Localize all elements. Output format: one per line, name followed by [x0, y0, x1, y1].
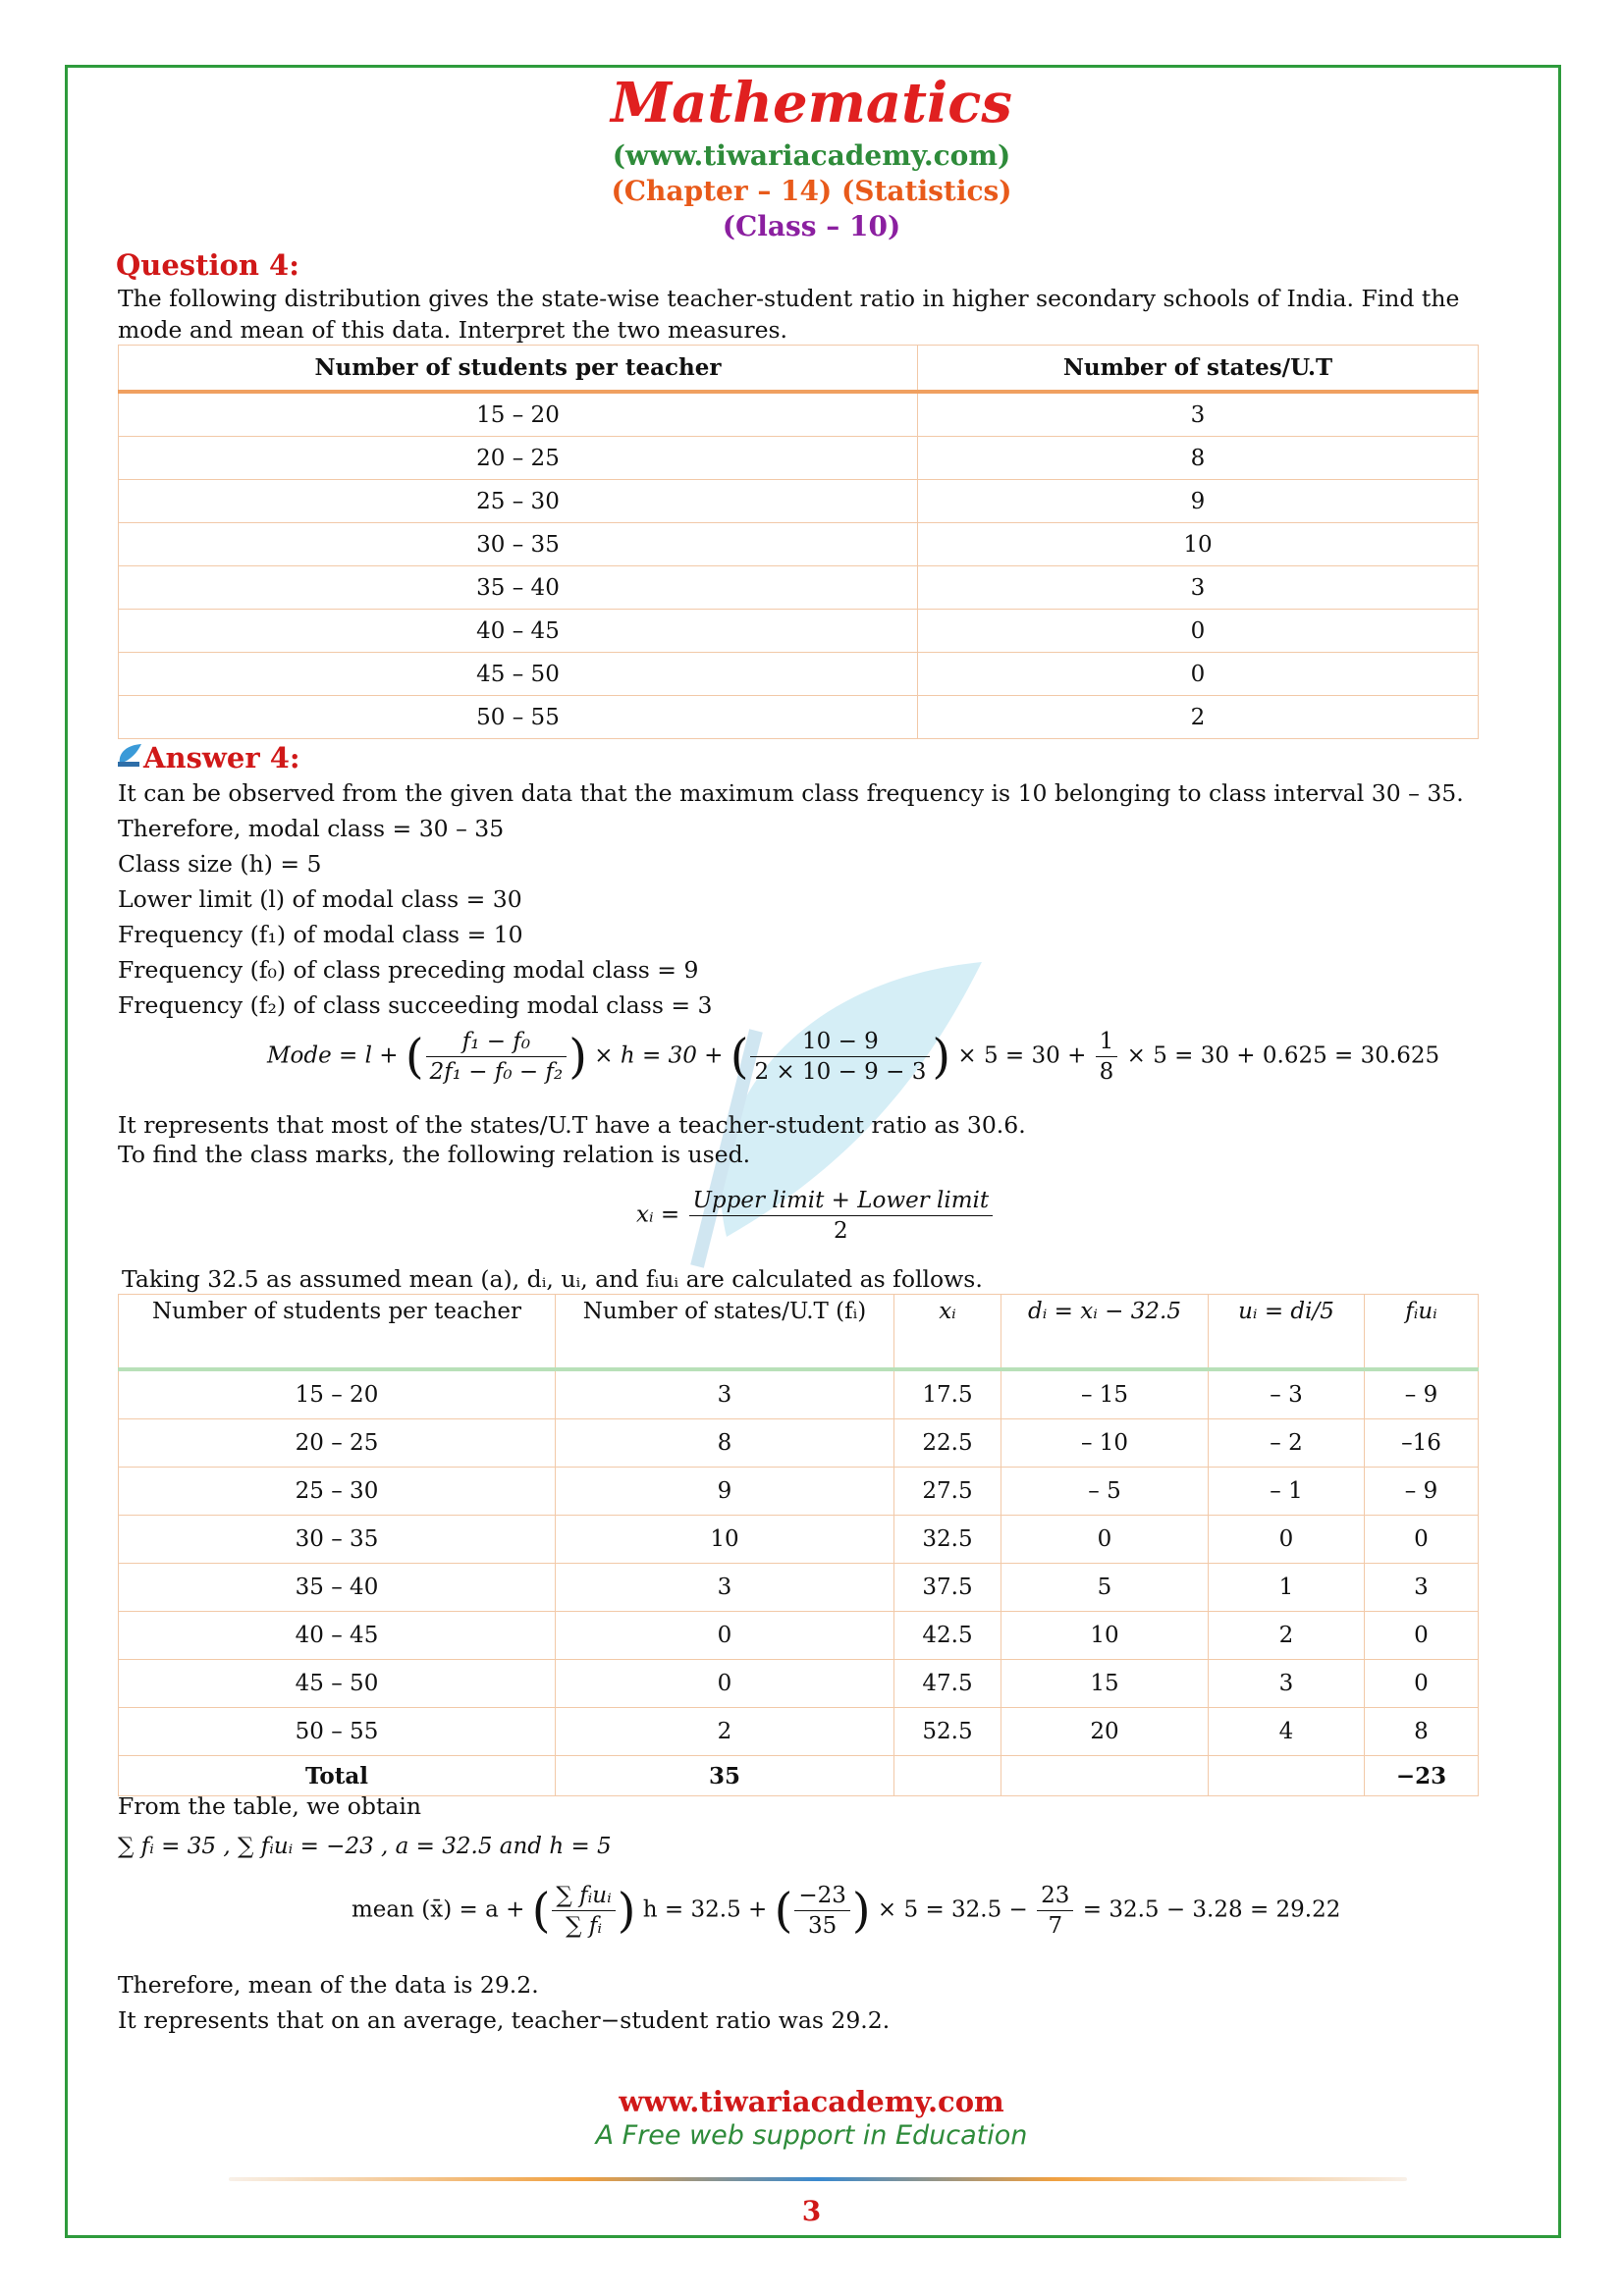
table-cell: 10	[556, 1516, 894, 1564]
mean-calculation-table	[118, 1294, 1479, 1796]
table-cell: 3	[1209, 1660, 1365, 1708]
summary-sums: ∑ fᵢ = 35 , ∑ fᵢuᵢ = −23 , a = 32.5 and h = 5	[118, 1834, 612, 1859]
table-cell: – 10	[1001, 1419, 1209, 1468]
interpretation-line: It represents that most of the states/U.T have a teacher-student ratio as 30.6.	[118, 1111, 1026, 1139]
answer-line: Therefore, modal class = 30 – 35	[118, 815, 505, 842]
column-header: xᵢ	[894, 1295, 1001, 1370]
answer-line: Frequency (f₂) of class succeeding modal class = 3	[118, 991, 713, 1019]
class-label: (Class – 10)	[722, 210, 901, 242]
table-cell: – 9	[1365, 1468, 1479, 1516]
table-row	[119, 523, 1479, 566]
table-cell: 0	[1365, 1612, 1479, 1660]
table-cell: 0	[1365, 1660, 1479, 1708]
table-cell: 27.5	[894, 1468, 1001, 1516]
footer-url-link[interactable]: www.tiwariacademy.com	[619, 2085, 1004, 2118]
table-cell: 25 – 30	[119, 1468, 556, 1516]
column-header: Number of states/U.T (fᵢ)	[556, 1295, 894, 1370]
table-row	[119, 696, 1479, 739]
table-cell	[1001, 1756, 1209, 1796]
column-header: Number of states/U.T	[918, 346, 1479, 393]
table-row	[119, 1612, 1479, 1660]
table-cell: 20 – 25	[119, 437, 918, 480]
fraction-denominator: 2 × 10 − 9 − 3	[750, 1056, 930, 1085]
table-cell: 30 – 35	[119, 523, 918, 566]
table-cell: 10	[918, 523, 1479, 566]
table-cell: 20	[1001, 1708, 1209, 1756]
table-row	[119, 1468, 1479, 1516]
table-row	[119, 1369, 1479, 1419]
formula-text: Mode = l +	[267, 1042, 399, 1069]
table-cell: 2	[1209, 1612, 1365, 1660]
assumed-mean-text: Taking 32.5 as assumed mean (a), dᵢ, uᵢ, and fᵢuᵢ are calculated as follows.	[122, 1265, 983, 1293]
frequency-table	[118, 345, 1479, 739]
answer-line: Lower limit (l) of modal class = 30	[118, 885, 522, 913]
table-cell: 15 – 20	[119, 392, 918, 437]
answer-line: It can be observed from the given data that the maximum class frequency is 10 belonging to class interval 30 – 35.	[118, 779, 1464, 807]
table-cell: 0	[1001, 1516, 1209, 1564]
table-row	[119, 653, 1479, 696]
table-cell: 35 – 40	[119, 566, 918, 610]
table-cell: 0	[1365, 1516, 1479, 1564]
answer-line: Class size (h) = 5	[118, 850, 322, 878]
table-row	[119, 566, 1479, 610]
table-cell: 0	[556, 1612, 894, 1660]
table-cell: 42.5	[894, 1612, 1001, 1660]
column-header: Number of students per teacher	[119, 346, 918, 393]
table-cell: 15	[1001, 1660, 1209, 1708]
formula-text: xᵢ =	[636, 1201, 680, 1228]
column-header: Number of students per teacher	[119, 1295, 556, 1370]
table-cell: 47.5	[894, 1660, 1001, 1708]
fraction-denominator: 7	[1037, 1910, 1073, 1939]
table-cell: – 9	[1365, 1369, 1479, 1419]
table-row	[119, 1660, 1479, 1708]
from-table-text: From the table, we obtain	[118, 1792, 422, 1820]
answer-leaf-icon	[116, 742, 143, 768]
table-cell: 0	[556, 1660, 894, 1708]
column-header: uᵢ = di/5	[1209, 1295, 1365, 1370]
fraction-denominator: ∑ fᵢ	[552, 1910, 615, 1939]
table-cell: 9	[556, 1468, 894, 1516]
fraction-numerator: 1	[1099, 1029, 1114, 1054]
question-heading: Question 4:	[116, 248, 299, 282]
table-row	[119, 610, 1479, 653]
table-cell: 4	[1209, 1708, 1365, 1756]
table-cell: 9	[918, 480, 1479, 523]
table-row	[119, 1708, 1479, 1756]
fraction-denominator: 8	[1096, 1056, 1118, 1085]
fraction-denominator: 2	[689, 1215, 994, 1244]
table-row	[119, 1419, 1479, 1468]
table-cell: 3	[1365, 1564, 1479, 1612]
footer-divider	[229, 2177, 1407, 2181]
table-cell	[1209, 1756, 1365, 1796]
table-cell: 35	[556, 1756, 894, 1796]
table-row	[119, 1516, 1479, 1564]
table-cell: 3	[556, 1369, 894, 1419]
column-header: fᵢuᵢ	[1365, 1295, 1479, 1370]
formula-text: × 5 = 30 +	[957, 1042, 1087, 1069]
table-cell: 30 – 35	[119, 1516, 556, 1564]
table-cell: 22.5	[894, 1419, 1001, 1468]
table-cell: – 3	[1209, 1369, 1365, 1419]
formula-text: mean (x̄) = a +	[352, 1896, 525, 1923]
fraction-numerator: f₁ − f₀	[461, 1029, 531, 1054]
table-cell: Total	[119, 1756, 556, 1796]
mean-interpretation: It represents that on an average, teacher−student ratio was 29.2.	[118, 2006, 891, 2034]
answer-heading: Answer 4:	[143, 741, 300, 774]
table-header-row	[119, 1295, 1479, 1370]
table-cell: 0	[918, 653, 1479, 696]
table-header-row	[119, 346, 1479, 393]
table-cell: 1	[1209, 1564, 1365, 1612]
fraction-denominator: 35	[794, 1910, 850, 1939]
table-cell: – 15	[1001, 1369, 1209, 1419]
answer-line: Frequency (f₁) of modal class = 10	[118, 921, 523, 948]
table-cell: 40 – 45	[119, 1612, 556, 1660]
table-cell: 3	[918, 392, 1479, 437]
formula-text: × h = 30 +	[594, 1042, 724, 1069]
fraction-numerator: 23	[1041, 1883, 1070, 1908]
table-cell	[894, 1756, 1001, 1796]
table-cell: – 2	[1209, 1419, 1365, 1468]
mode-formula: Mode = l + ( $\frac{\text{f₁ − f₀}}{\text{2f₁ − f₀ − f₂}}$ ) × h = 30 + ( $\frac{10 - 9}{2 \times 10 - 9 - 3}$ ) × 5 = 30 + $\frac{1}{8}$ × 5 = 30 + 0.625 = 30.625	[267, 1029, 1440, 1085]
fraction-numerator: 10 − 9	[802, 1029, 879, 1054]
fraction-numerator: −23	[798, 1883, 846, 1908]
question-text: The following distribution gives the state-wise teacher-student ratio in higher secondary schools of India. Find the mode and mean of this data. Interpret the two measures.	[118, 285, 1460, 344]
table-row	[119, 437, 1479, 480]
table-cell: 2	[918, 696, 1479, 739]
chapter-label: (Chapter – 14) (Statistics)	[611, 175, 1012, 207]
answer-given-values	[118, 775, 1464, 1023]
table-cell: 8	[918, 437, 1479, 480]
table-cell: 35 – 40	[119, 1564, 556, 1612]
column-header: dᵢ = xᵢ − 32.5	[1001, 1295, 1209, 1370]
table-cell: – 1	[1209, 1468, 1365, 1516]
table-cell: 3	[918, 566, 1479, 610]
table-cell: 3	[556, 1564, 894, 1612]
table-cell: 37.5	[894, 1564, 1001, 1612]
formula-text: × 5 = 32.5 −	[877, 1896, 1028, 1923]
subject-title: Mathematics	[611, 71, 1012, 135]
table-cell: 10	[1001, 1612, 1209, 1660]
table-row	[119, 1564, 1479, 1612]
class-mark-intro: To find the class marks, the following relation is used.	[118, 1141, 751, 1168]
formula-text: = 32.5 − 3.28 = 29.22	[1082, 1896, 1341, 1923]
formula-text: h = 32.5 +	[642, 1896, 768, 1923]
header-url: (www.tiwariacademy.com)	[612, 139, 1011, 172]
class-mark-formula	[636, 1188, 995, 1244]
table-cell: 52.5	[894, 1708, 1001, 1756]
table-cell: 2	[556, 1708, 894, 1756]
table-cell: 40 – 45	[119, 610, 918, 653]
table-cell: −23	[1365, 1756, 1479, 1796]
table-cell: 45 – 50	[119, 1660, 556, 1708]
footer-tagline: A Free web support in Education	[595, 2120, 1028, 2151]
table-cell: –16	[1365, 1419, 1479, 1468]
table-cell: 5	[1001, 1564, 1209, 1612]
fraction-denominator: 2f₁ − f₀ − f₂	[426, 1056, 568, 1085]
table-row	[119, 480, 1479, 523]
table-row	[119, 392, 1479, 437]
table-cell: 17.5	[894, 1369, 1001, 1419]
mode-interpretation	[118, 1110, 1026, 1169]
table-cell: 0	[918, 610, 1479, 653]
table-cell: 32.5	[894, 1516, 1001, 1564]
fraction-numerator: ∑ fᵢuᵢ	[556, 1883, 612, 1908]
page-number: 3	[801, 2195, 822, 2227]
table-cell: 8	[1365, 1708, 1479, 1756]
mean-result: Therefore, mean of the data is 29.2.	[118, 1971, 539, 1999]
answer-line: Frequency (f₀) of class preceding modal class = 9	[118, 956, 699, 984]
table-cell: 50 – 55	[119, 696, 918, 739]
table-cell: 15 – 20	[119, 1369, 556, 1419]
mean-formula: mean (x̄) = a + ( $\frac{\text{∑ fᵢuᵢ}}{\text{∑ fᵢ}}$ ) h = 32.5 + ( $\frac{-23}{35}$ ) × 5 = 32.5 − $\frac{23}{7}$ = 32.5 − 3.28 = 29.22	[352, 1883, 1341, 1939]
formula-text: × 5 = 30 + 0.625 = 30.625	[1126, 1042, 1440, 1069]
fraction-numerator: Upper limit + Lower limit	[692, 1188, 990, 1213]
table-cell: – 5	[1001, 1468, 1209, 1516]
table-cell: 50 – 55	[119, 1708, 556, 1756]
table-cell: 45 – 50	[119, 653, 918, 696]
table-cell: 20 – 25	[119, 1419, 556, 1468]
table-cell: 25 – 30	[119, 480, 918, 523]
table-cell: 8	[556, 1419, 894, 1468]
table-cell: 0	[1209, 1516, 1365, 1564]
